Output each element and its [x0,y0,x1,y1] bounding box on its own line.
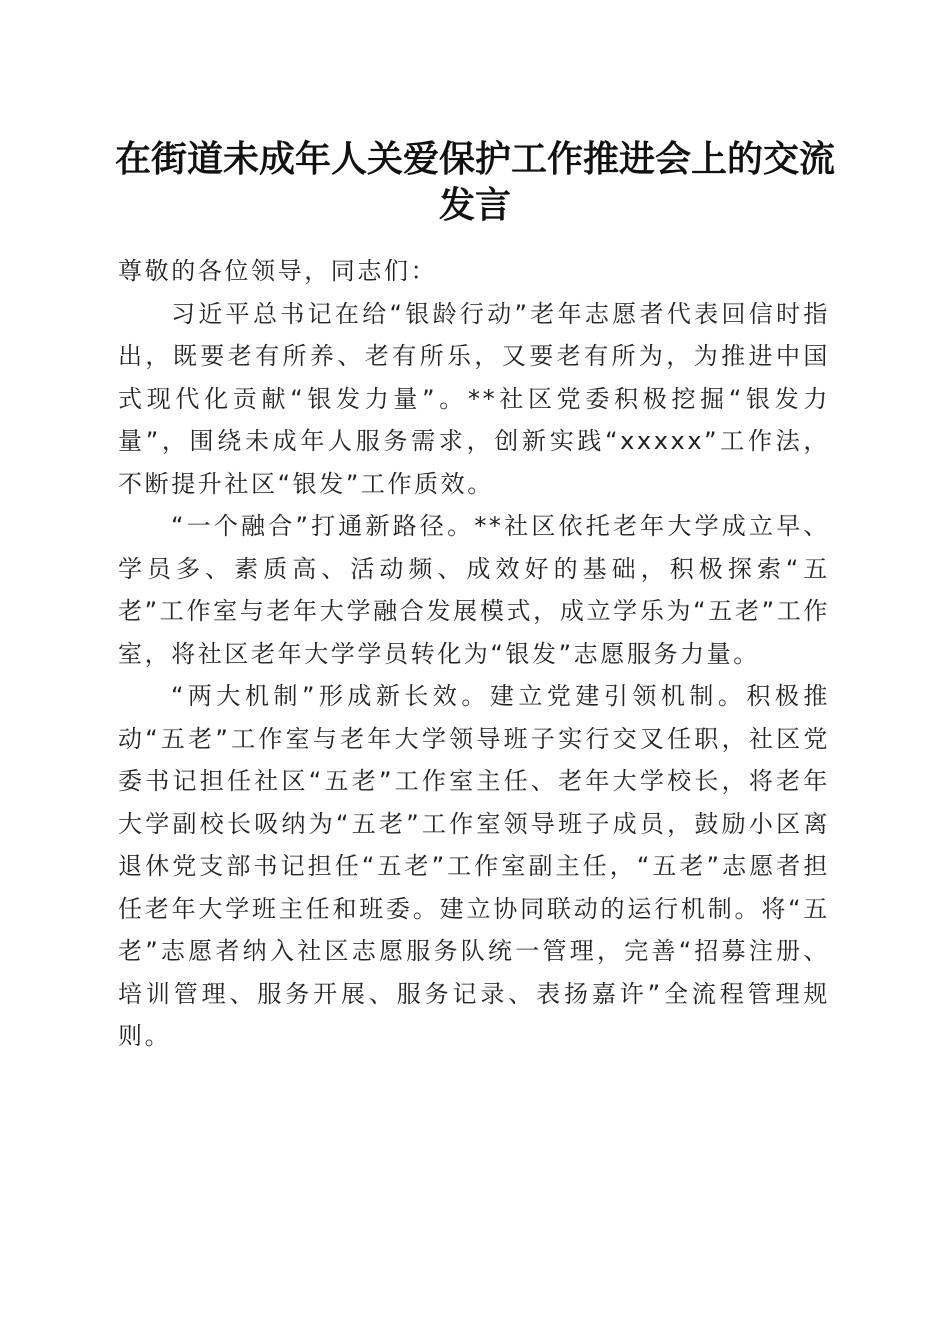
document-body [118,250,830,1058]
salutation: 尊敬的各位领导，同志们： [118,257,438,285]
paragraph-intro: 习近平总书记在给“银龄行动”老年志愿者代表回信时指出，既要老有所养、老有所乐，又要老有所为，为推进中国式现代化贡献“银发力量”。**社区党委积极挖掘“银发力量”，围绕未成年人服务需求，创新实践“xxxxx”工作法，不断提升社区“银发”工作质效。 [118,299,830,498]
paragraph-one-integration: “一个融合”打通新路径。**社区依托老年大学成立早、学员多、素质高、活动频、成效好的基础，积极探索“五老”工作室与老年大学融合发展模式，成立学乐为“五老”工作室，将社区老年大学学员转化为“银发”志愿服务力量。 [118,512,830,668]
document-title: 在街道未成年人关爱保护工作推进会上的交流发言 [114,138,835,226]
paragraph-two-mechanisms: “两大机制”形成新长效。建立党建引领机制。积极推动“五老”工作室与老年大学领导班子实行交叉任职，社区党委书记担任社区“五老”工作室主任、老年大学校长，将老年大学副校长吸纳为“五老”工作室领导班子成员，鼓励小区离退休党支部书记担任“五老”工作室副主任，“五老”志愿者担任老年大学班主任和班委。建立协同联动的运行机制。将“五老”志愿者纳入社区志愿服务队统一管理，完善“招募注册、培训管理、服务开展、服务记录、表扬嘉许”全流程管理规则。 [118,682,830,1050]
